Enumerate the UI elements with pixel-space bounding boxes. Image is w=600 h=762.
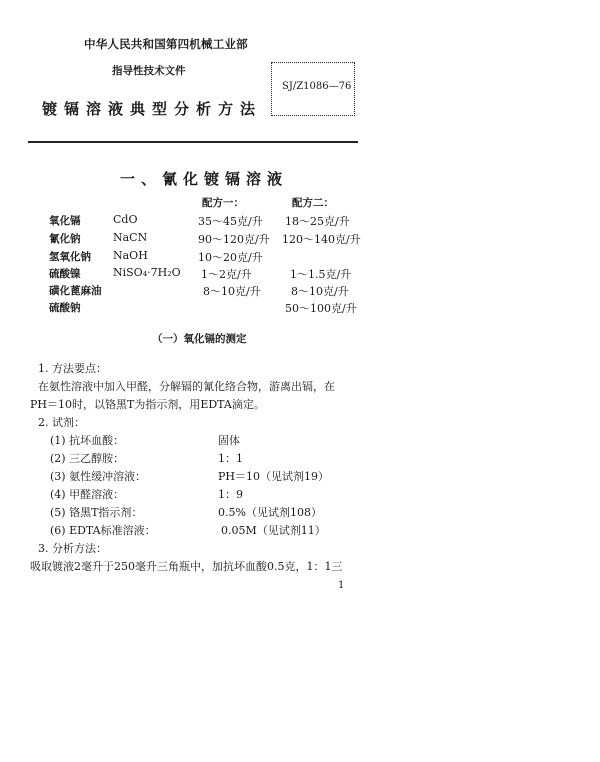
procedure-text-line1: 吸取镀液2毫升于250毫升三角瓶中，加抗坏血酸0.5克，1：1三 <box>30 560 343 573</box>
header-divider <box>28 141 358 143</box>
reagent-label: (4) 甲醛溶液： <box>50 488 125 501</box>
component-name: 氰化钠 <box>49 233 81 245</box>
formula-row <box>0 266 600 282</box>
reagent-label: (6) EDTA标准溶液： <box>50 524 156 537</box>
page-number: 1 <box>338 580 345 591</box>
formula1-value: 35～45克/升 <box>198 215 263 228</box>
component-formula: NaOH <box>113 249 148 262</box>
formula1-value: 1～2克/升 <box>201 268 252 281</box>
reagent-row <box>0 450 600 466</box>
reagents-heading: 2. 试剂： <box>38 416 85 429</box>
reagent-value: 0.05M（见试剂11） <box>221 524 326 537</box>
section-title: 一、氰化镀镉溶液 <box>120 170 289 188</box>
formula-row <box>0 231 600 247</box>
method-heading: 1. 方法要点： <box>38 362 107 375</box>
reagent-label: (5) 铬黑T指示剂： <box>50 506 143 519</box>
procedure-heading: 3. 分析方法： <box>38 542 107 555</box>
document-title: 镀镉溶液典型分析方法 <box>42 100 263 118</box>
method-text-line1: 在氨性溶液中加入甲醛，分解镉的氰化络合物，游离出镉，在 <box>38 380 335 393</box>
component-name: 氢氧化钠 <box>49 251 91 263</box>
component-name: 硫酸钠 <box>49 302 81 314</box>
component-name: 硫酸镍 <box>49 268 81 280</box>
formula2-value: 18～25克/升 <box>285 215 350 228</box>
reagent-label: (2) 三乙醇胺： <box>50 452 125 465</box>
formula1-header: 配方一： <box>202 197 244 209</box>
component-formula: NaCN <box>113 231 148 244</box>
reagent-row <box>0 432 600 448</box>
formula-row <box>0 283 600 299</box>
component-name: 磺化蓖麻油 <box>49 285 102 297</box>
subsection-title: （一）氧化镉的测定 <box>152 333 247 345</box>
formula2-header: 配方二： <box>292 197 334 209</box>
formula2-value: 1～1.5克/升 <box>290 268 352 281</box>
reagent-label: (3) 氨性缓冲溶液： <box>50 470 147 483</box>
formula2-value: 120～140克/升 <box>282 233 361 246</box>
reagent-value: 1：9 <box>218 488 243 501</box>
component-formula: NiSO₄·7H₂O <box>113 266 181 279</box>
reagent-label: (1) 抗坏血酸： <box>50 434 125 447</box>
reagent-row <box>0 468 600 484</box>
reagent-value: PH＝10（见试剂19） <box>218 470 329 483</box>
method-text-line2: PH＝10时，以铬黑T为指示剂，用EDTA滴定。 <box>30 398 265 411</box>
reagent-value: 0.5%（见试剂108） <box>218 506 322 519</box>
component-formula: CdO <box>113 213 138 226</box>
ministry-name: 中华人民共和国第四机械工业部 <box>84 37 248 51</box>
formula-row <box>0 249 600 265</box>
formula1-value: 8～10克/升 <box>203 285 261 298</box>
reagent-row <box>0 522 600 538</box>
formula2-value: 50～100克/升 <box>285 302 357 315</box>
reagent-row <box>0 504 600 520</box>
component-name: 氧化镉 <box>49 215 81 227</box>
formula2-value: 8～10克/升 <box>291 285 349 298</box>
formula-row <box>0 213 600 229</box>
formula1-value: 10～20克/升 <box>198 251 263 264</box>
standard-number-box <box>271 62 355 116</box>
formula-row <box>0 300 600 316</box>
document-type: 指导性技术文件 <box>112 65 186 77</box>
reagent-value: 1：1 <box>218 452 243 465</box>
reagent-row <box>0 486 600 502</box>
formula1-value: 90～120克/升 <box>198 233 270 246</box>
standard-number: SJ/Z1086—76 <box>282 81 352 92</box>
reagent-value: 固体 <box>218 434 240 447</box>
